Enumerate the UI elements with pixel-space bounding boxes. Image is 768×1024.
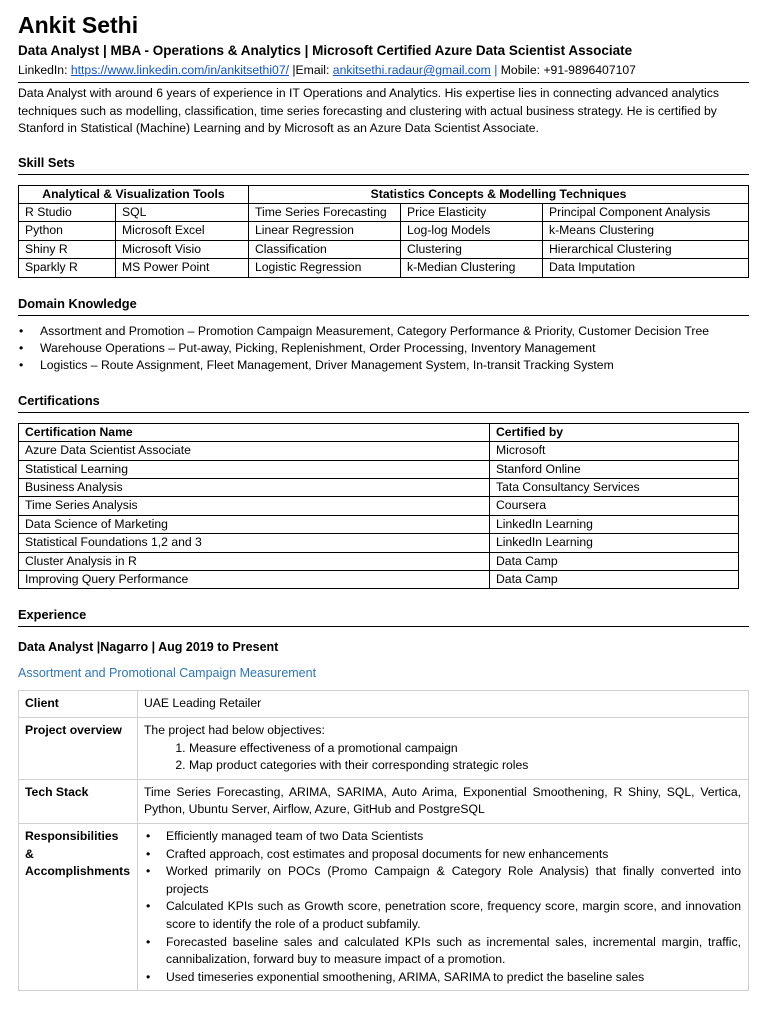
responsibilities-cell [137,823,748,990]
overview-label: Project overview [19,718,138,780]
cert-row [19,478,739,496]
cert-issuer: Microsoft [490,442,739,460]
cert-col-by: Certified by [490,423,739,441]
cert-name: Improving Query Performance [19,571,490,589]
skills-group-techniques: Statistics Concepts & Modelling Techniques [249,185,749,203]
tech-value: Time Series Forecasting, ARIMA, SARIMA, Auto Arima, Exponential Smoothening, R Shiny, SQL, Vertica, Python, Ubuntu Server, Airflow, Azure, GitHub and PostgreSQL [137,779,748,823]
skill-cell: Hierarchical Clustering [543,240,749,258]
responsibility-item: • Crafted approach, cost estimates and proposal documents for new enhancements [144,846,741,864]
linkedin-link[interactable]: https://www.linkedin.com/in/ankitsethi07/ [70,63,289,77]
objectives-list [144,740,741,775]
contact-line [18,62,749,83]
resume-page [18,10,749,991]
skills-row [19,222,749,240]
overview-cell [137,718,748,780]
skill-cell: R Studio [19,203,116,221]
skills-row [19,259,749,277]
email-label: |Email: [288,63,333,77]
project-table [18,690,749,991]
domain-item: • Assortment and Promotion – Promotion Campaign Measurement, Category Performance & Priority, Customer Decision Tree [18,323,749,340]
responsibilities-list [144,828,741,986]
responsibility-item: • Forecasted baseline sales and calculated KPIs such as incremental sales, incremental margin, traffic, cannibalization, forward buy to measure impact of a promotion. [144,934,741,969]
skills-heading: Skill Sets [18,154,749,175]
skill-cell: Python [19,222,116,240]
mobile-number: Mobile: +91-9896407107 [500,63,636,77]
cert-row [19,497,739,515]
domain-item: • Warehouse Operations – Put-away, Picking, Replenishment, Order Processing, Inventory Management [18,340,749,357]
project-title: Assortment and Promotional Campaign Measurement [18,666,317,681]
skill-cell: k-Means Clustering [543,222,749,240]
overview-row [19,718,749,780]
skill-cell: Linear Regression [249,222,401,240]
cert-row [19,515,739,533]
contact-divider: | [490,63,501,77]
cert-col-name: Certification Name [19,423,490,441]
tech-label: Tech Stack [19,779,138,823]
cert-issuer: Coursera [490,497,739,515]
responsibilities-row [19,823,749,990]
headline: Data Analyst | MBA - Operations & Analytics | Microsoft Certified Azure Data Scientist Associate [18,43,633,58]
linkedin-label: LinkedIn: [18,63,71,77]
skill-cell: Microsoft Excel [116,222,249,240]
skill-cell: Clustering [401,240,543,258]
cert-row [19,442,739,460]
cert-name: Time Series Analysis [19,497,490,515]
skill-cell: Time Series Forecasting [249,203,401,221]
responsibility-item: • Calculated KPIs such as Growth score, penetration score, frequency score, margin score, and innovation score to identify the role of a product subfamily. [144,898,741,933]
client-value: UAE Leading Retailer [137,691,748,718]
skill-cell: Principal Component Analysis [543,203,749,221]
cert-issuer: Stanford Online [490,460,739,478]
domain-list [18,323,749,375]
skill-cell: Microsoft Visio [116,240,249,258]
skill-cell: Logistic Regression [249,259,401,277]
cert-issuer: Data Camp [490,552,739,570]
skill-cell: Classification [249,240,401,258]
skill-cell: Log-log Models [401,222,543,240]
skills-row [19,240,749,258]
objective-item: 2. Map product categories with their corresponding strategic roles [189,757,741,775]
cert-name: Cluster Analysis in R [19,552,490,570]
responsibility-item: • Efficiently managed team of two Data Scientists [144,828,741,846]
cert-row [19,552,739,570]
candidate-name: Ankit Sethi [18,12,139,38]
skills-table [18,185,749,278]
skill-cell: SQL [116,203,249,221]
cert-issuer: LinkedIn Learning [490,534,739,552]
overview-intro: The project had below objectives: [143,723,325,737]
cert-row [19,534,739,552]
objective-item: 1. Measure effectiveness of a promotional campaign [189,740,741,758]
client-row [19,691,749,718]
skill-cell: Sparkly R [19,259,116,277]
certifications-heading: Certifications [18,392,749,413]
summary-paragraph: Data Analyst with around 6 years of experience in IT Operations and Analytics. His expertise lies in connecting advanced analytics techniques such as modelling, classification, time series forecasting and clustering with actual business strategy. He is certified by Stanford in Statistical (Machine) Learning and by Microsoft as an Azure Data Scientist Associate. [18,86,719,135]
skill-cell: Price Elasticity [401,203,543,221]
experience-heading: Experience [18,606,749,627]
cert-name: Business Analysis [19,478,490,496]
tech-row [19,779,749,823]
email-link[interactable]: ankitsethi.radaur@gmail.com [332,63,491,77]
skills-group-tools: Analytical & Visualization Tools [19,185,249,203]
role-title: Data Analyst |Nagarro | Aug 2019 to Present [18,640,279,655]
cert-name: Statistical Learning [19,460,490,478]
domain-item: • Logistics – Route Assignment, Fleet Management, Driver Management System, In-transit Tracking System [18,357,749,374]
cert-issuer: Data Camp [490,571,739,589]
client-label: Client [19,691,138,718]
cert-row [19,571,739,589]
domain-heading: Domain Knowledge [18,295,749,316]
certifications-table [18,423,739,590]
cert-issuer: Tata Consultancy Services [490,478,739,496]
skills-row [19,203,749,221]
skill-cell: MS Power Point [116,259,249,277]
responsibilities-label: Responsibilities & Accomplishments [19,823,138,990]
skill-cell: Shiny R [19,240,116,258]
skill-cell: k-Median Clustering [401,259,543,277]
cert-name: Data Science of Marketing [19,515,490,533]
cert-name: Statistical Foundations 1,2 and 3 [19,534,490,552]
cert-name: Azure Data Scientist Associate [19,442,490,460]
skill-cell: Data Imputation [543,259,749,277]
responsibility-item: • Used timeseries exponential smoothening, ARIMA, SARIMA to predict the baseline sales [144,969,741,987]
cert-row [19,460,739,478]
responsibility-item: • Worked primarily on POCs (Promo Campaign & Category Role Analysis) that finally converted into projects [144,863,741,898]
cert-issuer: LinkedIn Learning [490,515,739,533]
